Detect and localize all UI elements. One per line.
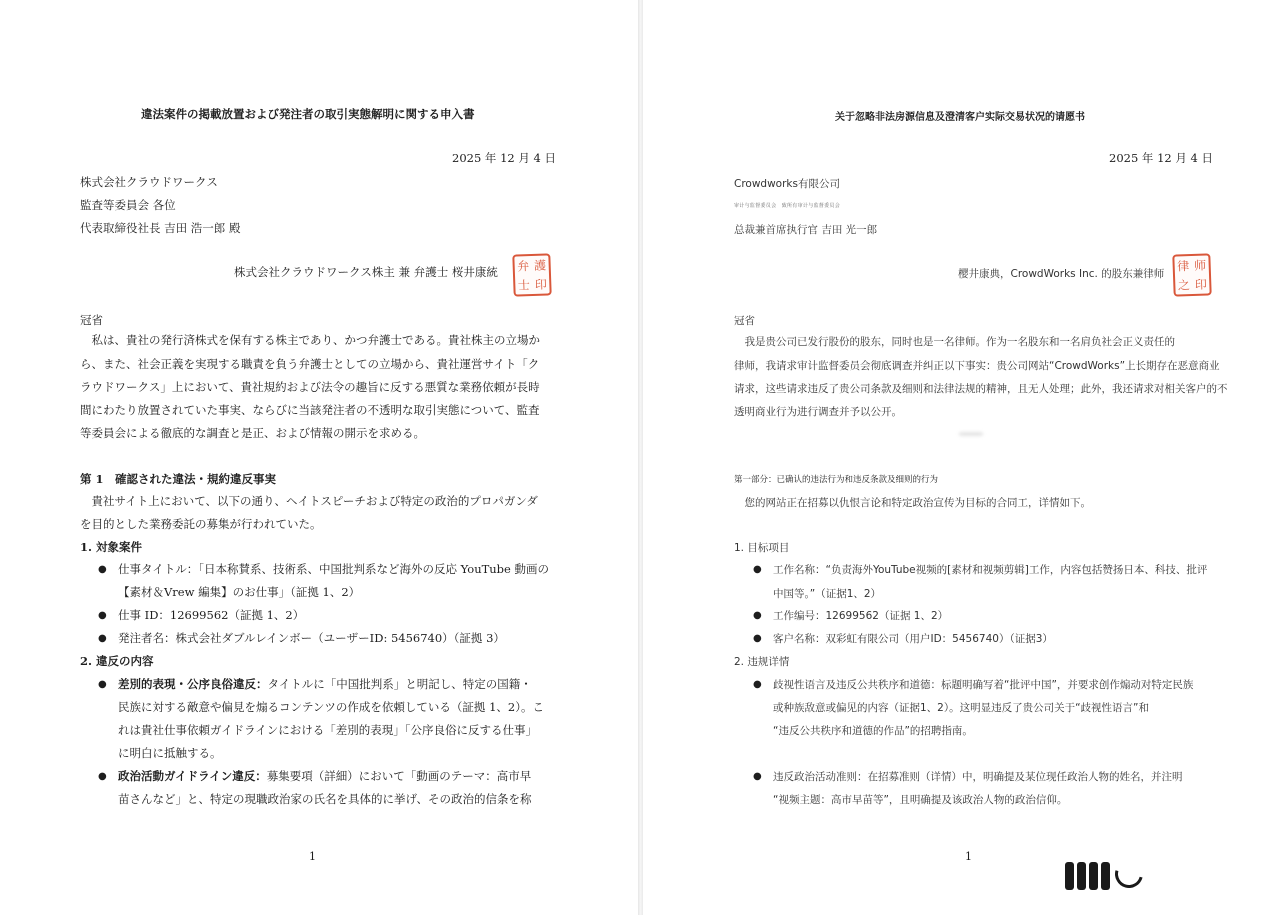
bullet-icon: ● [753, 564, 762, 575]
list-item-line: 発注者名：株式会社ダブルレインボー（ユーザーID: 5456740）（証拠 3） [118, 631, 505, 645]
subsection-heading: 2. 違反の内容 [80, 654, 154, 668]
intro-line: 律师，我请求审计监督委员会彻底调查并纠正以下事实：贵公司网站“CrowdWorks”上长期存在恶意商业 [734, 360, 1220, 372]
chinese-document-page [643, 0, 1280, 915]
subsection-heading: 2. 违规详情 [734, 656, 790, 668]
list-item-line: 客户名称：双彩虹有限公司（用户ID：5456740）（证据3） [773, 633, 1053, 645]
list-item-line: 民族に対する敵意や偏見を煽るコンテンツの作成を依頼している（証拠 1、2）。こ [118, 700, 544, 714]
addressee-ceo: 代表取締役社長 吉田 浩一郎 殿 [80, 221, 241, 235]
bullet-icon: ● [753, 679, 762, 690]
list-item-line: “违反公共秩序和道德的作品”的招聘指南。 [773, 725, 973, 737]
list-item-line: に明白に抵触する。 [118, 746, 222, 760]
sender-name: 樱井康典，CrowdWorks Inc. 的股东兼律师 [958, 268, 1165, 280]
page-number: 1 [309, 850, 316, 863]
seal-stamp: 弁 護 士 印 [512, 253, 551, 296]
intro-line: ら、また、社会正義を実現する職責を負う弁護士としての立場から、貴社運営サイト「ク [80, 357, 540, 371]
section-text-line: を目的とした業務委託の募集が行われていた。 [80, 517, 322, 531]
intro-line: 私は、貴社の発行済株式を保有する株主であり、かつ弁護士である。貴社株主の立場か [80, 333, 540, 347]
bullet-icon: ● [98, 633, 107, 644]
intro-line: 間にわたり放置されていた事実、ならびに当該発注者の不透明な取引実態について、監査 [80, 403, 540, 417]
list-item-line: 工作编号：12699562（证据 1、2） [773, 610, 949, 622]
subsection-heading: 1. 目标项目 [734, 542, 790, 554]
scan-smudge [959, 432, 983, 436]
bullet-icon: ● [753, 610, 762, 621]
section-heading: 第一部分：已确认的违法行为和违反条款及细则的行为 [734, 475, 939, 485]
list-item-line: 差別的表現・公序良俗違反：タイトルに「中国批判系」と明記し、特定の国籍・ [118, 677, 532, 691]
seal-stamp: 律 师 之 印 [1172, 253, 1211, 296]
list-item-line: 仕事 ID：12699562（証拠 1、2） [118, 608, 305, 622]
sender-name: 株式会社クラウドワークス株主 兼 弁護士 桜井康統 [234, 265, 498, 279]
japanese-document-page [0, 0, 638, 915]
intro-line: 等委員会による徹底的な調査と是正、および情報の開示を求める。 [80, 426, 425, 440]
addressee-committee: 审计与监督委员会 致所有审计与监督委员会 [734, 203, 841, 209]
bullet-icon: ● [98, 679, 107, 690]
list-item-line: 工作名称：“负责海外YouTube视频的[素材和视频剪辑]工作，内容包括赞扬日本、科技、批评 [773, 564, 1208, 576]
intro-line: 请求，这些请求违反了贵公司条款及细则和法律法规的精神，且无人处理；此外，我还请求对相关客户的不 [734, 383, 1228, 395]
bullet-icon: ● [98, 771, 107, 782]
list-item-line: 政治活動ガイドライン違反：募集要項（詳細）において「動画のテーマ：高市早 [118, 769, 532, 783]
addressee-company: Crowdworks有限公司 [734, 178, 840, 190]
bullet-icon: ● [98, 564, 107, 575]
watermark-logo-icon [1065, 860, 1143, 890]
intro-line: 我是贵公司已发行股份的股东，同时也是一名律师。作为一名股东和一名肩负社会正义责任的 [734, 336, 1175, 348]
addressee-committee: 監査等委員会 各位 [80, 198, 176, 212]
list-item-line: 仕事タイトル：「日本称賛系、技術系、中国批判系など海外の反応 YouTube 動画の [118, 562, 549, 576]
section-text-line: 貴社サイト上において、以下の通り、ヘイトスピーチおよび特定の政治的プロパガンダ [80, 494, 538, 508]
bullet-icon: ● [753, 633, 762, 644]
document-date: 2025 年 12 月 4 日 [1109, 151, 1213, 165]
list-item-line: 歧视性语言及违反公共秩序和道德：标题明确写着“批评中国”，并要求创作煽动对特定民族 [773, 679, 1194, 691]
bullet-icon: ● [753, 771, 762, 782]
document-date: 2025 年 12 月 4 日 [452, 151, 556, 165]
list-item-label: 差別的表現・公序良俗違反： [118, 677, 268, 691]
list-item-line: 违反政治活动准则：在招募准则（详情）中，明确提及某位现任政治人物的姓名，并注明 [773, 771, 1183, 783]
addressee-ceo: 总裁兼首席执行官 吉田 光一郎 [734, 224, 878, 236]
list-item-line: 苗さんなど」と、特定の現職政治家の氏名を具体的に挙げ、その政治的信条を称 [118, 792, 532, 806]
salutation: 冠省 [80, 313, 103, 327]
subsection-heading: 1. 対象案件 [80, 540, 143, 554]
section-text-line: 您的网站正在招募以仇恨言论和特定政治宣传为目标的合同工，详情如下。 [734, 497, 1091, 509]
intro-line: 透明商业行为进行调查并予以公开。 [734, 406, 902, 418]
list-item-line: 【素材＆Vrew 編集】のお仕事」（証拠 1、2） [118, 585, 361, 599]
bullet-icon: ● [98, 610, 107, 621]
list-item-line: 中国等。”（证据1、2） [773, 588, 882, 600]
intro-line: ラウドワークス」上において、貴社規約および法令の趣旨に反する悪質な業務依頼が長時 [80, 380, 540, 394]
list-item-line: 或种族敌意或偏见的内容（证据1、2）。这明显违反了贵公司关于“歧视性语言”和 [773, 702, 1149, 714]
page-number: 1 [965, 850, 972, 863]
list-item-line: “视频主题：高市早苗等”，且明确提及该政治人物的政治信仰。 [773, 794, 1068, 806]
salutation: 冠省 [734, 315, 755, 327]
list-item-label: 政治活動ガイドライン違反： [118, 769, 267, 783]
list-item-line: れは貴社仕事依頼ガイドラインにおける「差別的表現」「公序良俗に反する仕事」 [118, 723, 538, 737]
document-title: 关于忽略非法房源信息及澄清客户实际交易状况的请愿书 [835, 112, 1085, 123]
addressee-company: 株式会社クラウドワークス [80, 175, 218, 189]
section-heading: 第 1 確認された違法・規約違反事実 [80, 472, 277, 486]
document-title: 違法案件の掲載放置および発注者の取引実態解明に関する申入書 [141, 107, 475, 121]
